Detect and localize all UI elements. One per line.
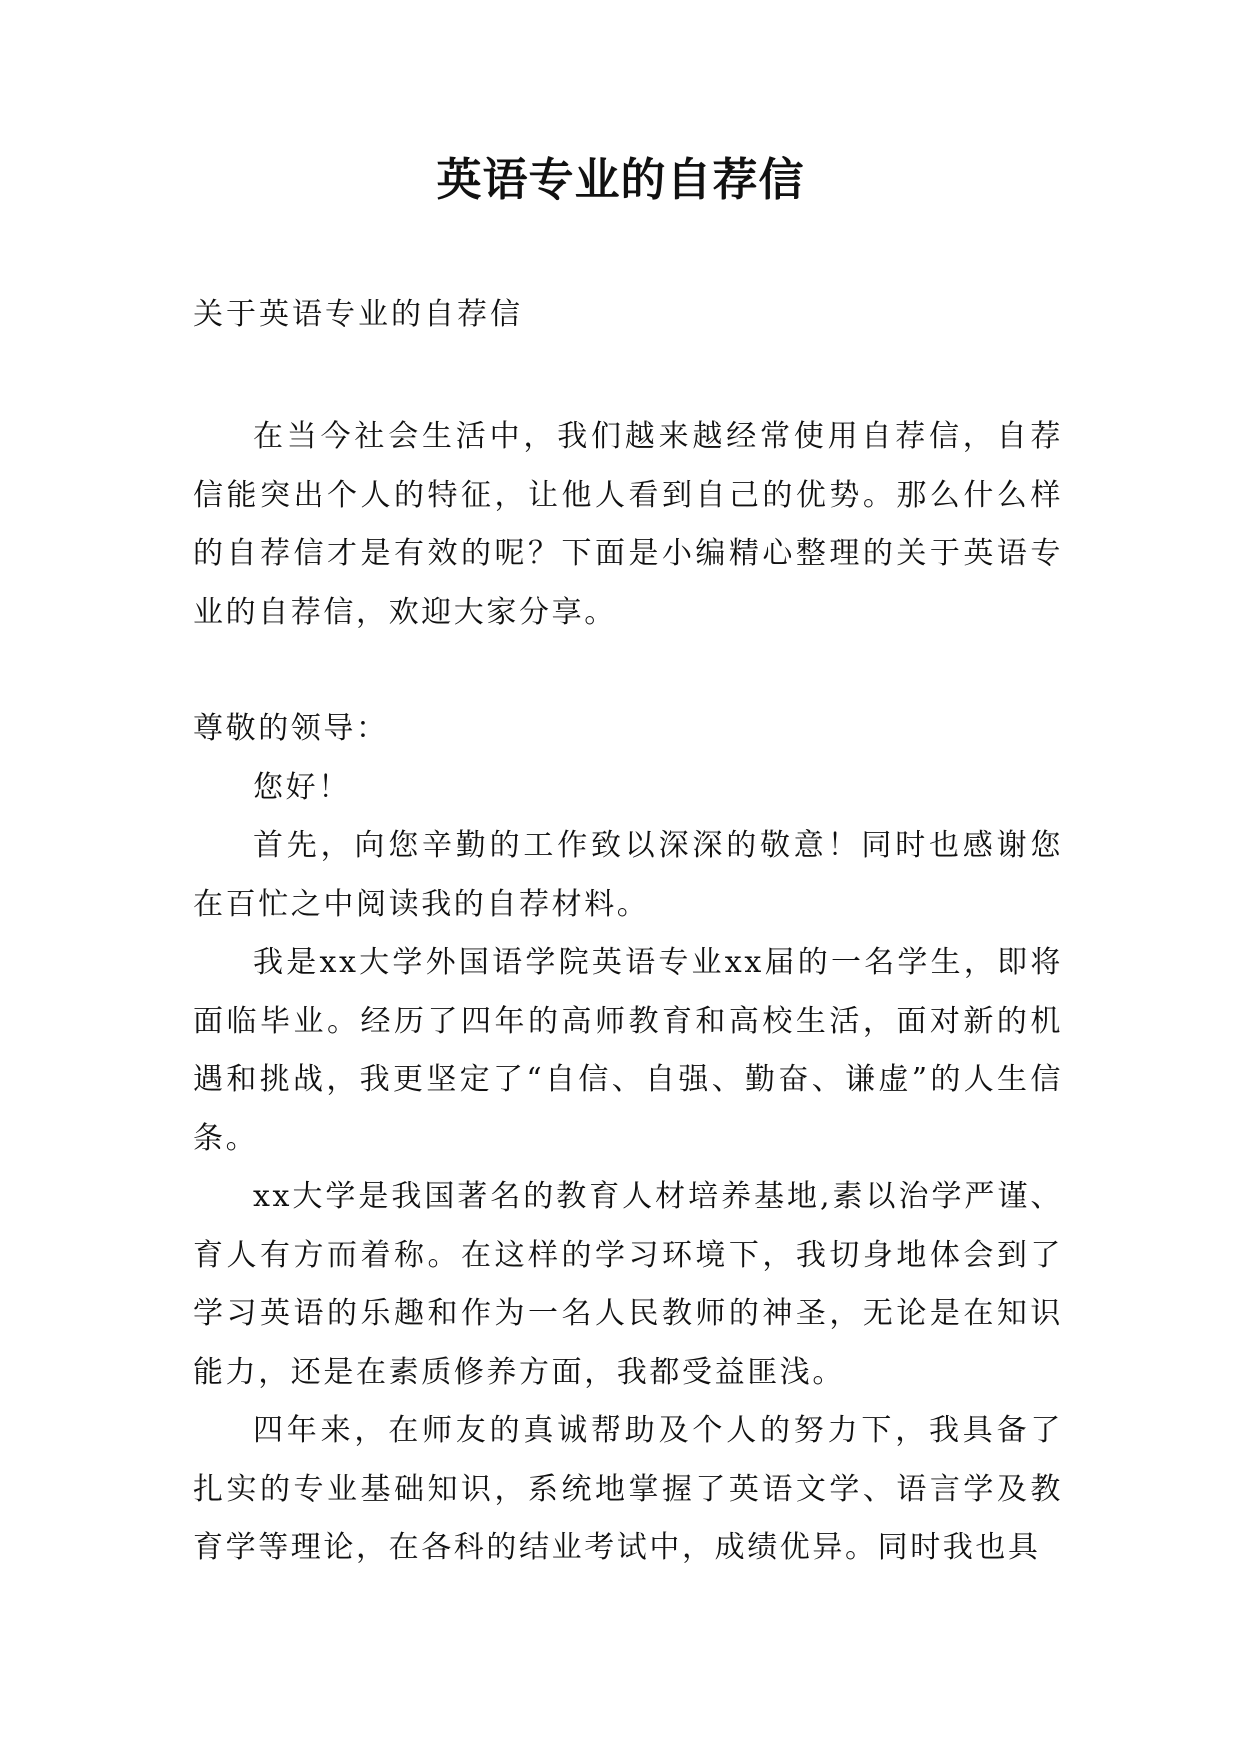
intro-paragraph: 在当今社会生活中，我们越来越经常使用自荐信，自荐信能突出个人的特征，让他人看到自己的优势。那么什么样的自荐信才是有效的呢？下面是小编精心整理的关于英语专业的自荐信，欢迎大家分享。	[193, 419, 1063, 630]
salutation: 尊敬的领导：	[193, 711, 389, 746]
body-paragraph-2: 我是xx大学外国语学院英语专业xx届的一名学生，即将面临毕业。经历了四年的高师教育和高校生活，面对新的机遇和挑战，我更坚定了“自信、自强、勤奋、谦虚”的人生信条。	[193, 945, 1063, 1156]
body-paragraph-4: 四年来，在师友的真诚帮助及个人的努力下，我具备了扎实的专业基础知识，系统地掌握了英语文学、语言学及教育学等理论，在各科的结业考试中，成绩优异。同时我也具	[193, 1413, 1063, 1565]
document-body	[193, 408, 1063, 1578]
document-subtitle: 关于英语专业的自荐信	[193, 297, 523, 332]
body-paragraph-3: xx大学是我国著名的教育人材培养基地,素以治学严谨、育人有方而着称。在这样的学习环境下，我切身地体会到了学习英语的乐趣和作为一名人民教师的神圣，无论是在知识能力，还是在素质修养方面，我都受益匪浅。	[193, 1179, 1063, 1390]
body-paragraph-1: 首先，向您辛勤的工作致以深深的敬意！同时也感谢您在百忙之中阅读我的自荐材料。	[193, 828, 1063, 922]
greeting: 您好！	[253, 769, 351, 805]
document-title: 英语专业的自荐信	[436, 153, 805, 206]
paragraph-spacer	[193, 642, 1063, 700]
